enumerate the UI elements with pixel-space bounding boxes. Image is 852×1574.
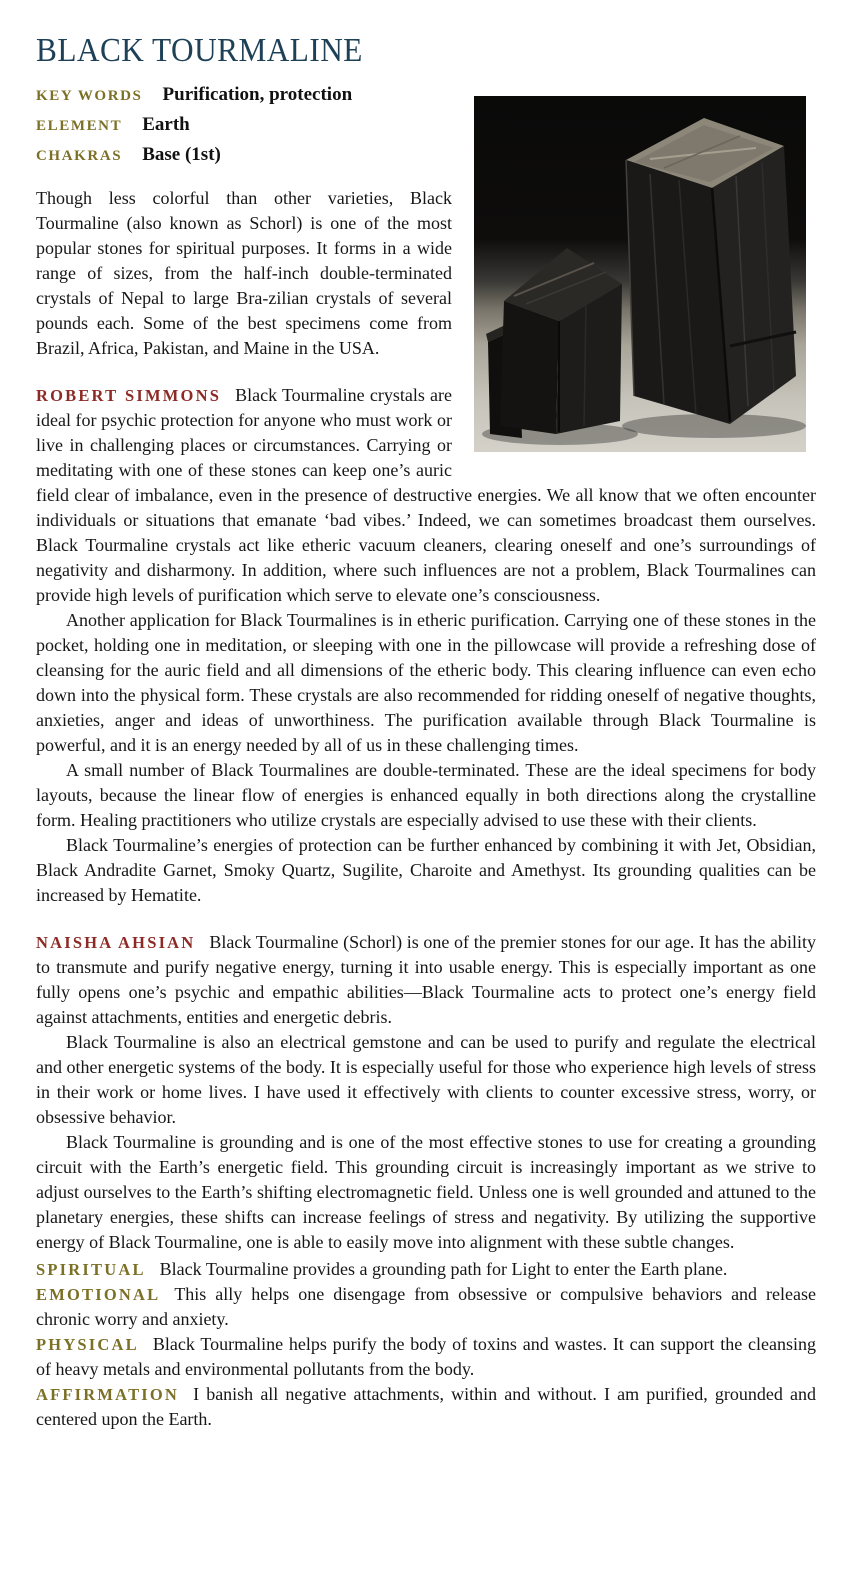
body-paragraph: Black Tourmaline is grounding and is one of the most effective stones to use for creating a grounding circuit with the Earth’s energetic field. This grounding circuit is increasingly important as we strive to adjust ourselves to the Earth’s shifting electromagnetic field. Unless one is well grounded and attuned to the planetary energies, these shifts can increase feelings of stress and negativity. By utilizing the supportive energy of Black Tourmaline, one is able to easily move into alignment with these subtle changes. <box>36 1132 816 1252</box>
body-paragraph: Black Tourmaline’s energies of protection can be further enhanced by combining it with Jet, Obsidian, Black Andradite Garnet, Smoky Quartz, Sugilite, Charoite and Amethyst. Its grounding qualities can be increased by Hematite. <box>36 835 816 905</box>
attribute-text: I banish all negative attachments, within and without. I am purified, grounded and centered upon the Earth. <box>36 1384 816 1429</box>
attribute-label: AFFIRMATION <box>36 1385 180 1404</box>
attribute-list <box>36 1257 816 1432</box>
page-title: BLACK TOURMALINE <box>36 32 363 69</box>
property-row-key-words <box>36 84 452 106</box>
attribute-row-emotional <box>36 1282 816 1332</box>
author-label-naisha-ahsian: NAISHA AHSIAN <box>36 933 196 952</box>
crystal-photo <box>474 96 806 452</box>
attribute-label: PHYSICAL <box>36 1335 139 1354</box>
attribute-row-affirmation <box>36 1382 816 1432</box>
body-paragraph: Black Tourmaline is also an electrical gemstone and can be used to purify and regulate the electrical and other energetic systems of the body. It is especially useful for those who experience high levels of stress in their work or home lives. I have used it effectively with clients to counter excessive stress, worry, or obsessive behavior. <box>36 1032 816 1127</box>
section-robert-simmons <box>36 383 816 908</box>
property-value: Earth <box>142 114 190 135</box>
property-label: KEY WORDS <box>36 88 143 104</box>
attribute-text: Black Tourmaline provides a grounding path for Light to enter the Earth plane. <box>159 1259 728 1279</box>
attribute-text: Black Tourmaline helps purify the body of toxins and wastes. It can support the cleansing of heavy metals and environmental pollutants from the body. <box>36 1334 816 1379</box>
paragraph-text: Black Tourmaline crystals are ideal for psychic protection for anyone who must work or live in challenging places or circumstances. Carrying or meditating with one of these stones can keep one’s auric field clear of imbalance, even in the presence of destructive energies. We all know that we often encounter individuals or situations that emanate ‘bad vibes.’ Indeed, we can sometimes broadcast them ourselves. Black Tourmaline crystals act like etheric vacuum cleaners, clearing oneself and one’s surroundings of negativity and disharmony. In addition, where such influences are not a problem, Black Tourmalines can provide high levels of purification which serve to elevate one’s consciousness. <box>36 385 816 605</box>
body-paragraph: Another application for Black Tourmalines is in etheric purification. Carrying one of these stones in the pocket, holding one in meditation, or sleeping with one in the pillowcase will provide a refreshing dose of cleansing for the auric field and all dimensions of the etheric body. This clearing influence can even echo down into the physical form. These crystals are also recommended for ridding oneself of negative thoughts, anxieties, anger and ideas of unworthiness. The purification available through Black Tourmaline is powerful, and it is an energy needed by all of us in these challenging times. <box>36 610 816 755</box>
attribute-text: This ally helps one disengage from obsessive or compulsive behaviors and release chronic worry and anxiety. <box>36 1284 816 1329</box>
attribute-row-physical <box>36 1332 816 1382</box>
intro-paragraph: Though less colorful than other varieties, Black Tourmaline (also known as Schorl) is one of the most popular stones for spiritual purposes. It forms in a wide range of sizes, from the half-inch double-terminated crystals of Nepal to large Bra-zilian crystals of several pounds each. Some of the best specimens come from Brazil, Africa, Pakistan, and Maine in the USA. <box>36 188 452 358</box>
attribute-label: SPIRITUAL <box>36 1260 146 1279</box>
section-naisha-ahsian <box>36 930 816 1255</box>
right-crystal <box>626 118 796 424</box>
property-value: Purification, protection <box>162 84 353 105</box>
property-row-chakras <box>36 144 452 166</box>
property-row-element <box>36 114 452 136</box>
body-paragraph: A small number of Black Tourmalines are double-terminated. These are the ideal specimens for body layouts, because the linear flow of energies is enhanced equally in both directions along the crystalline form. Healing practitioners who utilize crystals are especially advised to use these with their clients. <box>36 760 816 830</box>
property-value: Base (1st) <box>142 144 221 165</box>
attribute-label: EMOTIONAL <box>36 1285 161 1304</box>
property-label: CHAKRAS <box>36 148 123 164</box>
paragraph-text: Black Tourmaline (Schorl) is one of the premier stones for our age. It has the ability to transmute and purify negative energy, turning it into usable energy. This is especially important as one fully opens one’s psychic and empathic abilities—Black Tourmaline acts to protect one’s energy field against attachments, entities and energetic debris. <box>36 932 816 1027</box>
body-paragraph <box>36 930 816 1030</box>
author-label-robert-simmons: ROBERT SIMMONS <box>36 386 222 405</box>
property-label: ELEMENT <box>36 118 123 134</box>
black-tourmaline-crystals-image <box>474 96 806 452</box>
attribute-row-spiritual <box>36 1257 816 1282</box>
